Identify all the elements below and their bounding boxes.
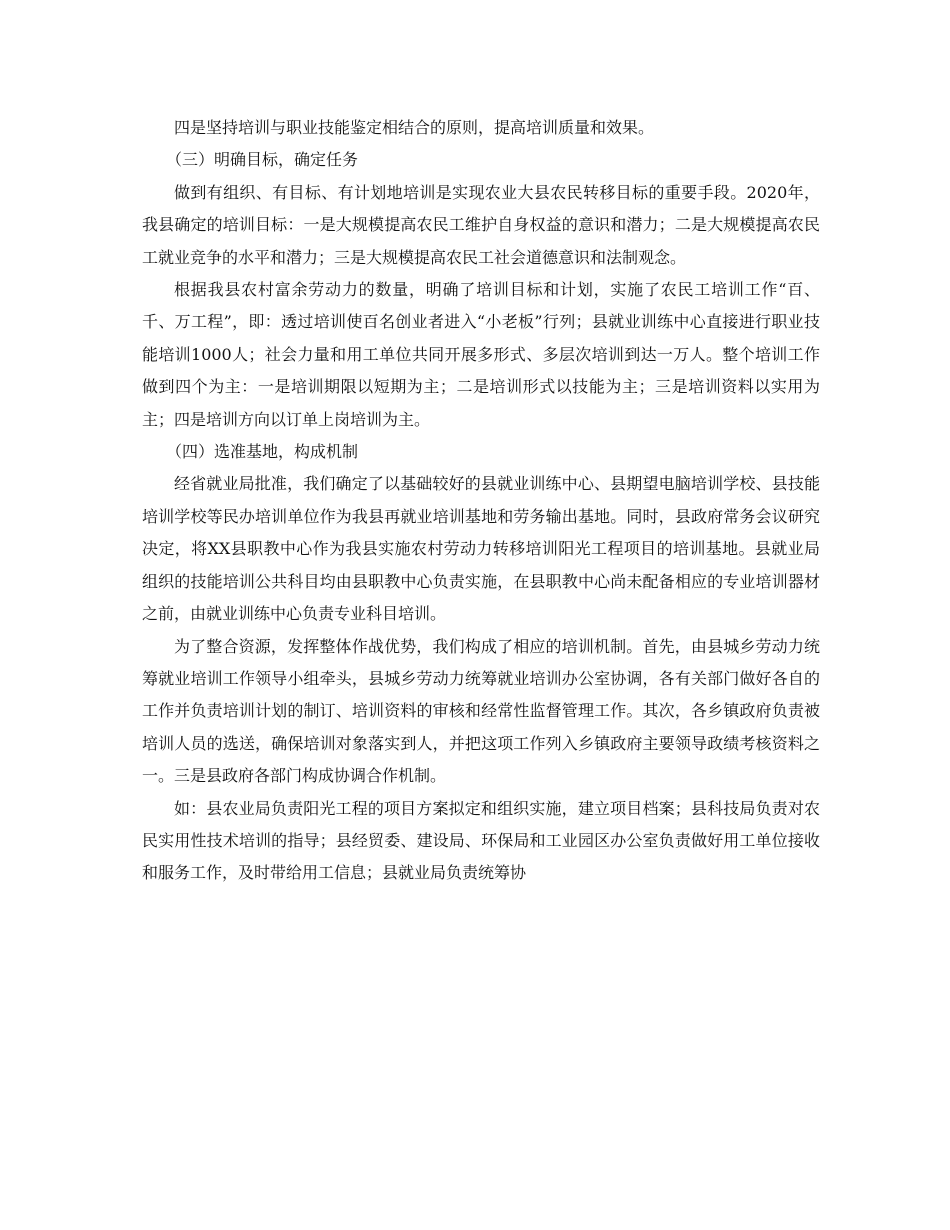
- paragraph: 经省就业局批准，我们确定了以基础较好的县就业训练中心、县期望电脑培训学校、县技能培训学校等民办培训单位作为我县再就业培训基地和劳务输出基地。同时，县政府常务会议研究决定，将XX县职教中心作为我县实施农村劳动力转移培训阳光工程项目的培训基地。县就业局组织的技能培训公共科目均由县职教中心负责实施，在县职教中心尚未配备相应的专业培训器材之前，由就业训练中心负责专业科目培训。: [142, 474, 820, 624]
- document-body: [142, 112, 820, 890]
- paragraph: 根据我县农村富余劳动力的数量，明确了培训目标和计划，实施了农民工培训工作“百、千、万工程”，即：透过培训使百名创业者进入“小老板”行列；县就业训练中心直接进行职业技能培训1000人；社会力量和用工单位共同开展多形式、多层次培训到达一万人。整个培训工作做到四个为主：一是培训期限以短期为主；二是培训形式以技能为主；三是培训资料以实用为主；四是培训方向以订单上岗培训为主。: [142, 280, 820, 429]
- paragraph: 做到有组织、有目标、有计划地培训是实现农业大县农民转移目标的重要手段。2020年，我县确定的培训目标：一是大规模提高农民工维护自身权益的意识和潜力；二是大规模提高农民工就业竞争的水平和潜力；三是大规模提高农民工社会道德意识和法制观念。: [142, 182, 820, 267]
- paragraph: 如：县农业局负责阳光工程的项目方案拟定和组织实施，建立项目档案；县科技局负责对农民实用性技术培训的指导；县经贸委、建设局、环保局和工业园区办公室负责做好用工单位接收和服务工作，及时带给用工信息；县就业局负责统筹协: [142, 798, 820, 883]
- paragraph: 四是坚持培训与职业技能鉴定相结合的原则，提高培训质量和效果。: [174, 118, 655, 137]
- section-heading: （四）选准基地，构成机制: [166, 442, 359, 462]
- section-heading: （三）明确目标，确定任务: [166, 150, 359, 170]
- paragraph: 为了整合资源，发挥整体作战优势，我们构成了相应的培训机制。首先，由县城乡劳动力统筹就业培训工作领导小组牵头，县城乡劳动力统筹就业培训办公室协调，各有关部门做好各自的工作并负责培训计划的制订、培训资料的审核和经常性监督管理工作。其次，各乡镇政府负责被培训人员的选送，确保培训对象落实到人，并把这项工作列入乡镇政府主要领导政绩考核资料之一。三是县政府各部门构成协调合作机制。: [142, 636, 820, 786]
